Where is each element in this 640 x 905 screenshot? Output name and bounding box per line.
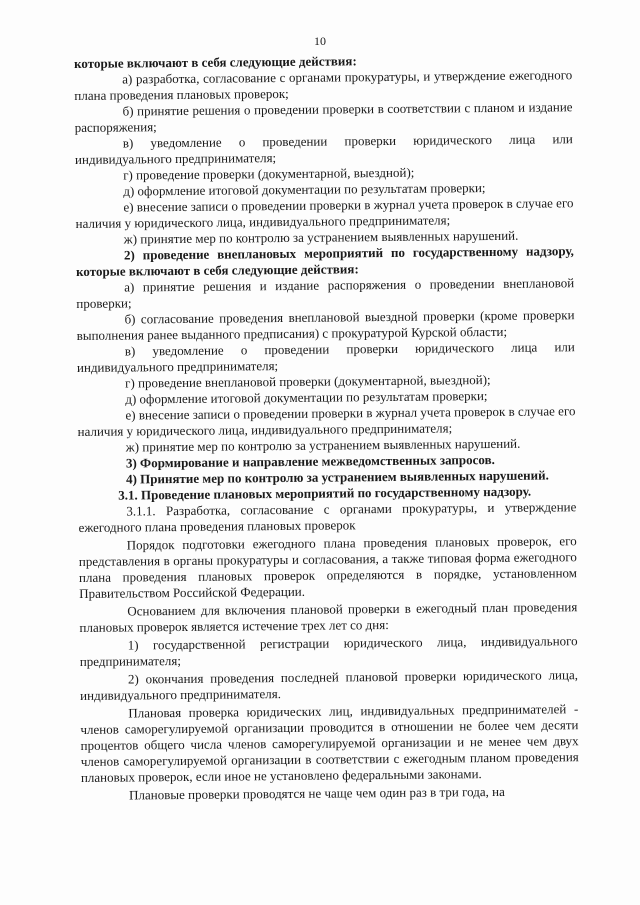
- paragraph: Плановые проверки проводятся не чаще чем один раз в три года, на: [129, 783, 505, 803]
- paragraph: ж) принятие мер по контролю за устранением выявленных нарушений.: [125, 435, 521, 455]
- paragraph: а) принятие решения и издание распоряжения о проведении внеплановой проверки;: [76, 275, 575, 311]
- subsection-heading: 3.1.1. Разработка, согласование с органами прокуратуры, и утверждение ежегодного плана проведения плановых проверок: [78, 499, 577, 535]
- paragraph: д) оформление итоговой документации по результатам проверки;: [125, 388, 488, 407]
- paragraph: г) проведение внеплановой проверки (документарной, выездной);: [125, 372, 491, 391]
- paragraph: ж) принятие мер по контролю за устранением выявленных нарушений.: [123, 227, 519, 247]
- paragraph: Основанием для включения плановой проверки в ежегодный план проведения плановых проверок является истечение трех лет со дня:: [79, 599, 578, 635]
- paragraph: Плановая проверка юридических лиц, индивидуальных предпринимателей - членов саморегулируемой организации проводится в отношении не более чем десяти процентов общего числа членов саморегулируемой организации и не менее чем двух членов саморегулируемой организации в соответствии с ежегодным планом проведения плановых проверок, если иное не установлено федеральными законами.: [80, 701, 579, 785]
- paragraph: 2) окончания проведения последней плановой проверки юридического лица, индивидуального предпринимателя.: [80, 667, 579, 703]
- document-body: [74, 51, 579, 804]
- paragraph: а) разработка, согласование с органами прокуратуры, и утверждение ежегодного плана проведения плановых проверок;: [74, 67, 573, 103]
- paragraph: г) проведение проверки (документарной, выездной);: [123, 164, 415, 183]
- paragraph: е) внесение записи о проведении проверки в журнал учета проверок в случае его наличия у юридического лица, индивидуального предпринимателя;: [75, 195, 574, 231]
- paragraph: е) внесение записи о проведении проверки в журнал учета проверок в случае его наличия у юридического лица, индивидуального предпринимателя;: [77, 403, 576, 439]
- section-title: 3.1. Проведение плановых мероприятий по государственному надзору.: [118, 483, 532, 503]
- paragraph: б) принятие решения о проведении проверки в соответствии с планом и издание распоряжения;: [74, 99, 573, 135]
- paragraph: б) согласование проведения внеплановой выездной проверки (кроме проверки выполнения ранее выданного предписания) с прокуратурой Курской области;: [76, 307, 575, 343]
- paragraph: в) уведомление о проведении проверки юридического лица или индивидуального предпринимателя;: [74, 131, 573, 167]
- paragraph: которые включают в себя следующие действия:: [74, 53, 357, 71]
- page-number: 10: [314, 34, 326, 48]
- paragraph: 1) государственной регистрации юридического лица, индивидуального предпринимателя;: [79, 633, 578, 669]
- section-heading: 4) Принятие мер по контролю за устранением выявленных нарушений.: [125, 467, 549, 487]
- paragraph: в) уведомление о проведении проверки юридического лица или индивидуального предпринимателя;: [76, 339, 575, 375]
- paragraph: д) оформление итоговой документации по результатам проверки;: [123, 180, 486, 199]
- section-heading: 2) проведение внеплановых мероприятий по государственному надзору, которые включают в себя следующие действия:: [75, 243, 574, 279]
- section-heading: 3) Формирование и направление межведомственных запросов.: [125, 451, 495, 471]
- paragraph: Порядок подготовки ежегодного плана проведения плановых проверок, его представления в органы прокуратуры и согласования, а также типовая форма ежегодного плана проведения плановых проверок определяются в порядке, установленном Правительством Российской Федерации.: [78, 533, 578, 601]
